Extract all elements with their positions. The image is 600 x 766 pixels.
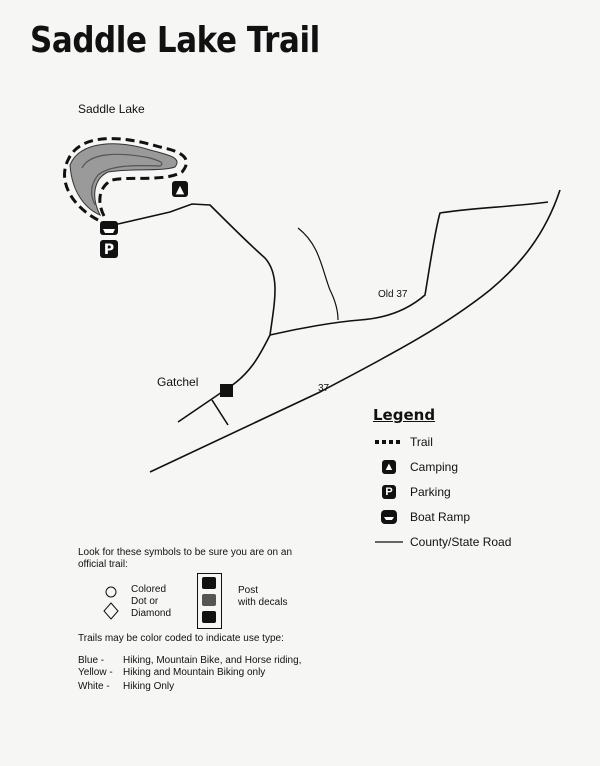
marker-label-dot-or: Dot or [131,596,159,607]
connector-road [212,400,228,425]
diamond-marker-icon [103,602,119,620]
legend-label-trail: Trail [410,435,433,449]
marker-label-diamond: Diamond [131,608,172,619]
gatchel-marker [220,384,233,397]
color-blue: Blue - [78,655,105,666]
dotted-trail-icon [374,439,404,445]
svg-text:P: P [103,242,115,258]
post-label: Post [238,585,259,596]
label-gatchel: Gatchel [157,375,199,389]
parking-icon: P [382,485,396,499]
page-title: Saddle Lake Trail [30,20,320,61]
horse-decal-icon [202,611,216,623]
county-road-east [270,202,548,335]
label-road-37: 37 [318,383,330,394]
symbols-intro: Look for these symbols to be sure you are on an official trail: [78,547,293,570]
color-yellow: Yellow - [78,667,113,678]
legend-item-camping [372,457,458,477]
legend-item-trail [372,432,433,452]
road-line-icon [374,540,404,544]
legend-label-boat-ramp: Boat Ramp [410,510,471,524]
spur-road [298,228,338,320]
use-blue: Hiking, Mountain Bike, and Horse riding, [123,655,302,666]
svg-text:▲: ▲ [175,183,185,196]
use-white: Hiking Only [123,681,175,692]
color-code-row [78,667,265,678]
marker-label-colored: Colored [131,584,167,595]
color-white: White - [78,681,110,692]
legend-item-parking [372,482,451,502]
post-decals-frame [197,573,222,629]
post-decals-label: with decals [238,597,288,608]
color-code-row [78,681,174,692]
camping-icon: ▲ [383,461,395,473]
hiker-decal-icon [202,577,216,589]
label-old-37: Old 37 [378,289,408,300]
color-code-row [78,655,301,666]
colored-dot-icon [104,585,118,599]
state-road-37 [150,190,560,472]
legend-label-parking: Parking [410,485,451,499]
color-code-intro: Trails may be color coded to indicate use type: [78,633,284,644]
legend-item-boat-ramp [372,507,470,527]
legend-label-road: County/State Road [410,535,512,549]
legend-label-camping: Camping [410,460,459,474]
use-yellow: Hiking and Mountain Biking only [123,667,266,678]
label-saddle-lake: Saddle Lake [78,102,145,116]
boat-ramp-icon [381,510,397,524]
legend-item-road [372,532,511,552]
legend-title: Legend [373,406,436,424]
bike-decal-icon [202,594,216,606]
county-road-north [118,204,275,335]
